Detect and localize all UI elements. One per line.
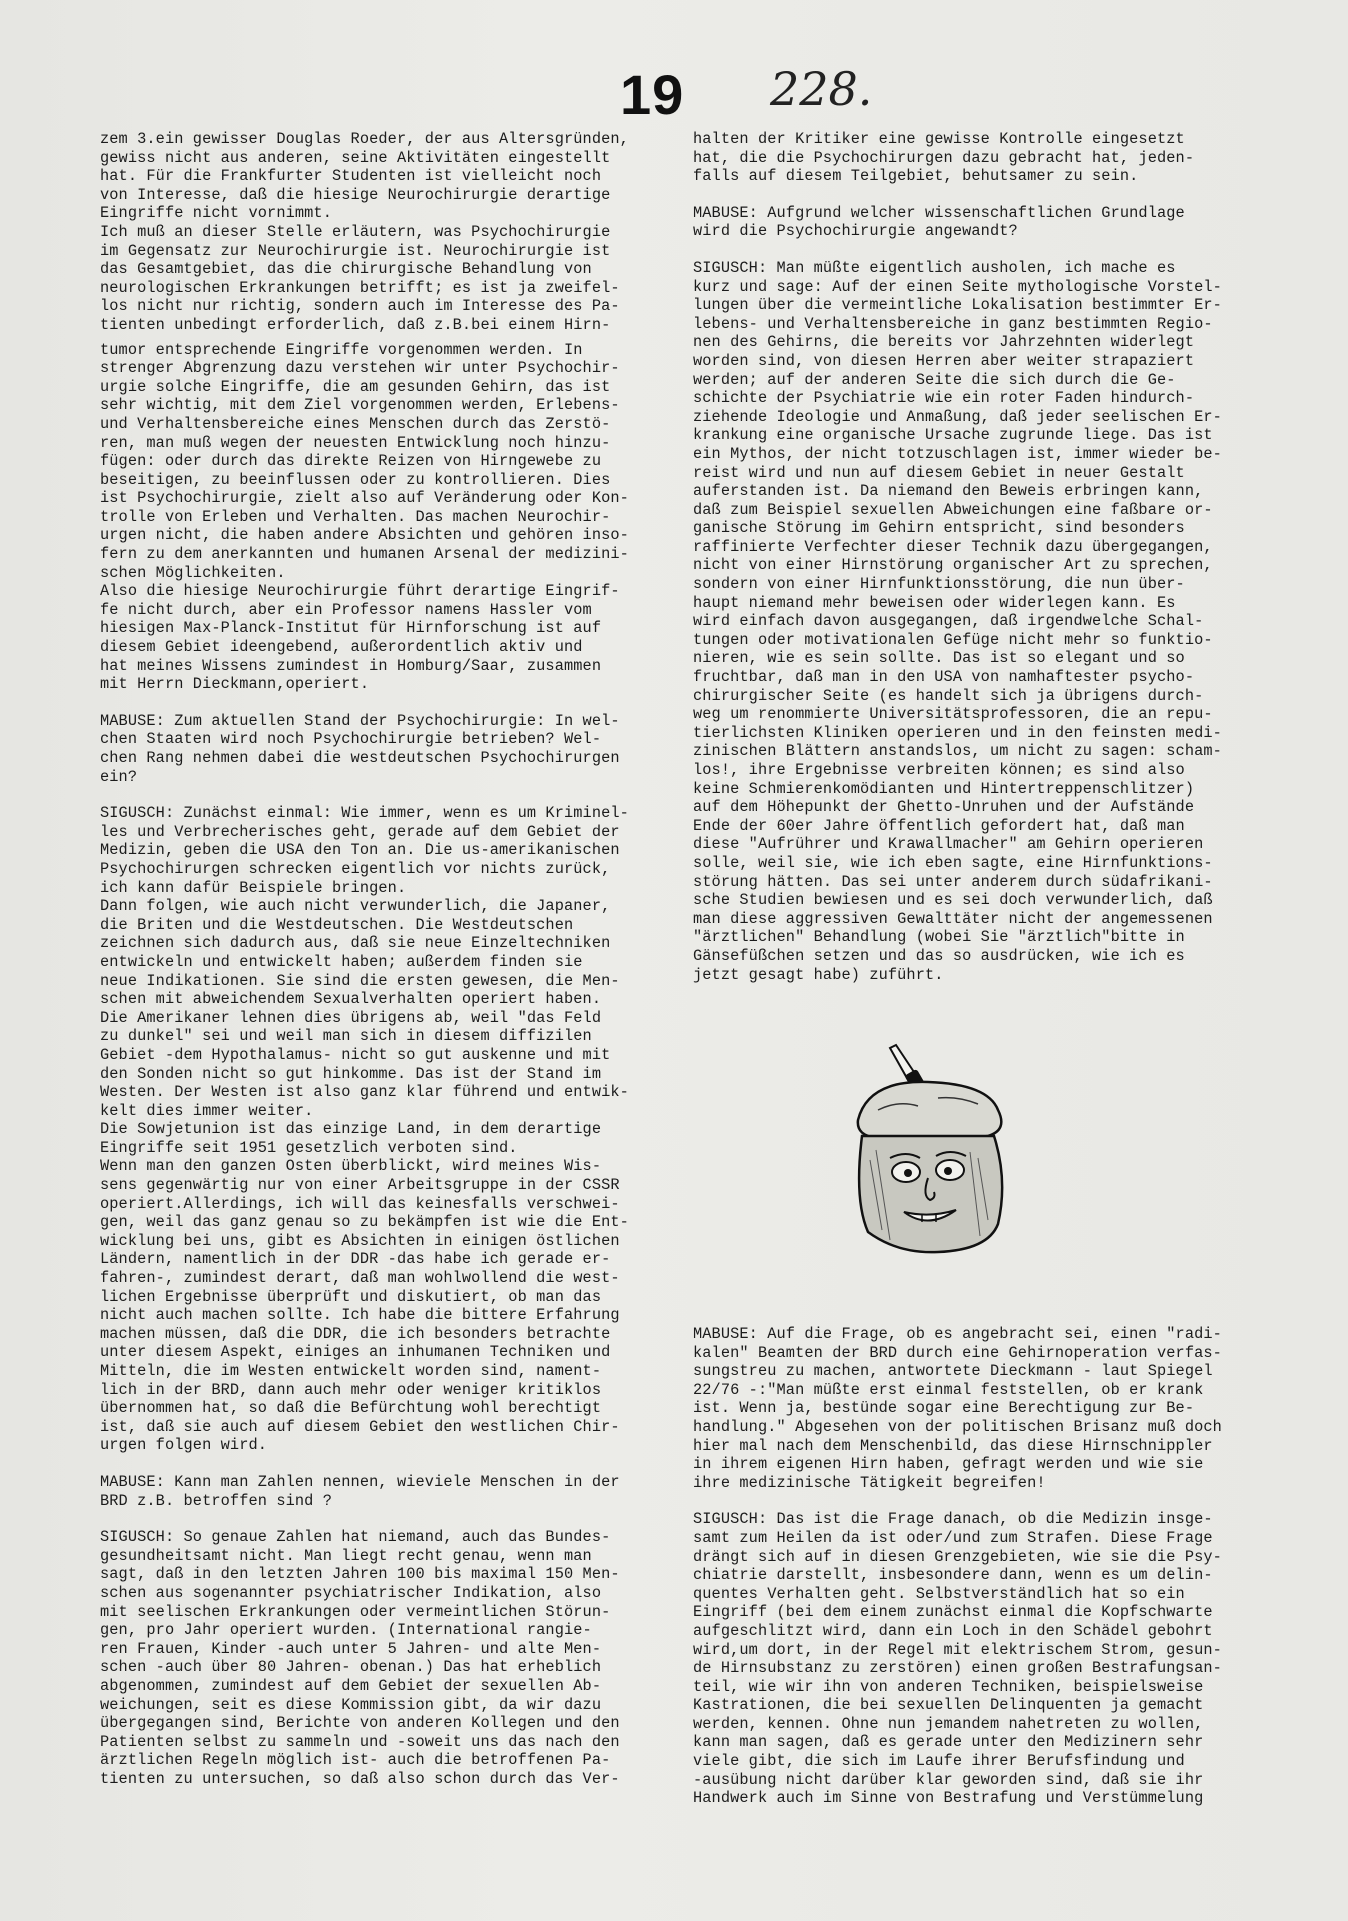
page-number: 19 <box>620 63 685 126</box>
handwritten-archive-number: 228. <box>770 62 873 116</box>
paragraph: MABUSE: Zum aktuellen Stand der Psychochirurgie: In wel- chen Staaten wird noch Psychochirurgie betrieben? Wel- chen Rang nehmen dabei die westdeutschen Psychochirurgen ein? <box>100 711 620 786</box>
paragraph: MABUSE: Kann man Zahlen nennen, wieviele Menschen in der BRD z.B. betroffen sind ? <box>100 1472 620 1510</box>
cartoon-head-with-knife-illustration <box>838 1040 1018 1260</box>
right-column-lower <box>693 1325 1253 1826</box>
paragraph: SIGUSCH: Zunächst einmal: Wie immer, wenn es um Kriminel- les und Verbrecherisches geht, gerade auf dem Gebiet der Medizin, geben die USA den Ton an. Die us-amerikanischen Psychochirurgen schrecken eigentlich vor nichts zurück, ich kann dafür Beispiele bringen. Dann folgen, wie auch nicht verwunderlich, die Japaner, die Briten und die Westdeutschen. Die Westdeutschen zeichnen sich dadurch aus, daß sie neue Einzeltechniken entwickeln und entwickelt haben; außerdem finden sie neue Indikationen. Sie sind die ersten gewesen, die Men- schen mit abweichendem Sexualverhalten operiert haben. Die Amerikaner lehnen dies übrigens ab, weil "das Feld zu dunkel" sei und weil man sich in diesem diffizilen Gebiet -dem Hypothalamus- nicht so gut auskenne und mit den Sonden nicht so gut hinkomme. Das ist der Stand im Westen. Der Westen ist also ganz klar führend und entwik- kelt dies immer weiter. Die Sowjetunion ist das einzige Land, in dem derartige Eingriffe seit 1951 gesetzlich verboten sind. Wenn man den ganzen Osten überblickt, wird meines Wis- sens gegenwärtig nur von einer Arbeitsgruppe in der CSSR operiert.Allerdings, ich will das keinesfalls verschwei- gen, weil das ganz genau so zu bekämpfen ist wie die Ent- wicklung bei uns, gibt es Absichten in einigen östlichen Ländern, namentlich in der DDR -das habe ich gerade er- fahren-, zumindest derart, daß man wohlwollend die west- lichen Ergebnisse überprüft und diskutiert, ob man das nicht auch machen sollte. Ich habe die bittere Erfahrung machen müssen, daß die DDR, die ich besonders betrachte unter diesem Aspekt, einiges an inhumanen Techniken und Mitteln, die im Westen entwickelt worden sind, nament- lich in der BRD, dann auch mehr oder weniger kritiklos übernommen hat, so daß die Befürchtung wohl berechtigt ist, daß sie auch auf diesem Gebiet den westlichen Chir- urgen folgen wird. <box>100 804 629 1455</box>
left-column <box>100 130 640 1806</box>
paragraph: zem 3.ein gewisser Douglas Roeder, der aus Altersgründen, gewiss nicht aus anderen, seine Aktivitäten eingestellt hat. Für die Frankfurter Studenten ist vielleicht noch von Interesse, daß die hiesige Neurochirurgie derartige Eingriffe nicht vornimmt. Ich muß an dieser Stelle erläutern, was Psychochirurgie im Gegensatz zur Neurochirurgie ist. Neurochirurgie ist das Gesamtgebiet, das die chirurgische Behandlung von neurologischen Erkrankungen betrifft; es ist ja zweifel- los nicht nur richtig, sondern auch im Interesse des Pa- tienten unbedingt erforderlich, daß z.B.bei einem Hirn- <box>100 130 629 334</box>
paragraph: MABUSE: Auf die Frage, ob es angebracht sei, einen "radi- kalen" Beamten der BRD durch eine Gehirnoperation verfas- sungstreu zu machen, antwortete Dieckmann - laut Spiegel 22/76 -:"Man müßte erst einmal feststellen, ob er krank ist. Wenn ja, bestünde sogar eine Berechtigung zur Be- handlung." Abgesehen von der politischen Brisanz muß doch hier mal nach dem Menschenbild, das diese Hirnschnippler in ihrem eigenen Hirn haben, gefragt werden und wie sie ihre medizinische Tätigkeit begreifen! <box>693 1325 1222 1492</box>
paragraph: SIGUSCH: So genaue Zahlen hat niemand, auch das Bundes- gesundheitsamt nicht. Man liegt recht genau, wenn man sagt, daß in den letzten Jahren 100 bis maximal 150 Men- schen aus sogenannter psychiatrischer Indikation, also mit seelischen Erkrankungen oder vermeintlichen Störun- gen, pro Jahr operiert wurden. (International rangie- ren Frauen, Kinder -auch unter 5 Jahren- und alte Men- schen -auch über 80 Jahren- obenan.) Das hat erheblich abgenommen, zumindest auf dem Gebiet der sexuellen Ab- weichungen, seit es diese Kommission gibt, da wir dazu übergegangen sind, Berichte von anderen Kollegen und den Patienten selbst zu sammeln und -soweit uns das nach den ärztlichen Regeln möglich ist- auch die betroffenen Pa- tienten zu untersuchen, so daß also schon durch das Ver- <box>100 1528 620 1788</box>
paragraph: SIGUSCH: Man müßte eigentlich ausholen, ich mache es kurz und sage: Auf der einen Seite mythologische Vorstel- lungen über die vermeintliche Lokalisation bestimmter Er- lebens- und Verhaltensbereiche in ganz bestimmten Regio- nen des Gehirns, die bereits vor Jahrzehnten widerlegt worden sind, von diesen Herren aber weiter strapaziert werden; auf der anderen Seite die sich durch die Ge- schichte der Psychiatrie wie ein roter Faden hindurch- ziehende Ideologie und Anmaßung, daß jeder seelischen Er- krankung eine organische Ursache zugrunde liege. Das ist ein Mythos, der nicht totzuschlagen ist, immer wieder be- reist wird und nun auf diesem Gebiet in neuer Gestalt auferstanden ist. Da niemand den Beweis erbringen kann, daß zum Beispiel sexuellen Abweichungen eine faßbare or- ganische Störung im Gehirn entspricht, sind besonders raffinierte Verfechter dieser Technik dazu übergegangen, nicht von einer Hirnstörung organischer Art zu sprechen, sondern von einer Hirnfunktionsstörung, die nun über- haupt niemand mehr beweisen oder widerlegen kann. Es wird einfach davon ausgegangen, daß irgendwelche Schal- tungen oder motivationalen Gefüge nicht mehr so funktio- nieren, wie es sein sollte. Das ist so elegant und so fruchtbar, daß man in den USA von namhaftester psycho- chirurgischer Seite (es handelt sich ja übrigens durch- weg um renommierte Universitätsprofessoren, die an repu- tierlichsten Kliniken operieren und in den feinsten medi- zinischen Blättern anstandslos, um nicht zu sagen: scham- los!, ihre Ergebnisse verbreiten können; es sind also keine Schmierenkomödianten und Hintertreppenschlitzer) auf dem Höhepunkt der Ghetto-Unruhen und der Aufstände Ende der 60er Jahre öffentlich gefordert hat, daß man diese "Aufrührer und Krawallmacher" am Gehirn operieren solle, weil sie, wie ich eben sagte, eine Hirnfunktions- störung hätten. Das sei unter anderem durch südafrikani- sche Studien bewiesen und es sei doch verwunderlich, daß man diese aggressiven Gewalttäter nicht der angemessenen "ärztlichen" Behandlung (wobei Sie "ärztlich"bitte in Gänsefüßchen setzen und das so ausdrücken, wie ich es jetzt gesagt habe) zuführt. <box>693 258 1222 984</box>
paragraph: tumor entsprechende Eingriffe vorgenommen werden. In strenger Abgrenzung dazu verstehen wir unter Psychochir- urgie solche Eingriffe, die am gesunden Gehirn, das ist sehr wichtig, mit dem Ziel vorgenommen werden, Erlebens- und Verhaltensbereiche eines Menschen durch das Zerstö- ren, man muß wegen der neuesten Entwicklung noch hinzu- fügen: oder durch das direkte Reizen von Hirngewebe zu beseitigen, zu beeinflussen oder zu kontrollieren. Dies ist Psychochirurgie, zielt also auf Veränderung oder Kon- trolle von Erleben und Verhalten. Das machen Neurochir- urgen nicht, die haben andere Absichten und gehören inso- fern zu dem anerkannten und humanen Arsenal der medizini- schen Möglichkeiten. Also die hiesige Neurochirurgie führt derartige Eingrif- fe nicht durch, aber ein Professor namens Hassler vom hiesigen Max-Planck-Institut für Hirnforschung ist auf diesem Gebiet ideengebend, außerordentlich aktiv und hat meines Wissens zumindest in Homburg/Saar, zusammen mit Herrn Dieckmann,operiert. <box>100 340 629 694</box>
right-column <box>693 130 1253 1002</box>
paragraph: SIGUSCH: Das ist die Frage danach, ob die Medizin insge- samt zum Heilen da ist oder/und zum Strafen. Diese Frage drängt sich auf in diesen Grenzgebieten, wie sie die Psy- chiatrie darstellt, insbesondere dann, wenn es um delin- quentes Verhalten geht. Selbstverständlich hat so ein Eingriff (bei dem einem zunächst einmal die Kopfschwarte aufgeschlitzt wird, dann ein Loch in den Schädel gebohrt wird,um dort, in der Regel mit elektrischem Strom, gesun- de Hirnsubstanz zu zerstören) einen großen Bestrafungsan- teil, wie wir ihn von anderen Techniken, beispielsweise Kastrationen, die bei sexuellen Delinquenten ja gemacht werden, kennen. Ohne nun jemandem nahetreten zu wollen, kann man sagen, daß es gerade unter den Medizinern sehr viele gibt, die sich im Laufe ihrer Berufsfindung und -ausübung nicht darüber klar geworden sind, daß sie ihr Handwerk auch im Sinne von Bestrafung und Verstümmelung <box>693 1510 1222 1808</box>
paragraph: halten der Kritiker eine gewisse Kontrolle eingesetzt hat, die die Psychochirurgen dazu gebracht hat, jeden- falls auf diesem Teilgebiet, behutsamer zu sein. <box>693 130 1195 186</box>
paragraph: MABUSE: Aufgrund welcher wissenschaftlichen Grundlage wird die Psychochirurgie angewandt? <box>693 203 1185 241</box>
